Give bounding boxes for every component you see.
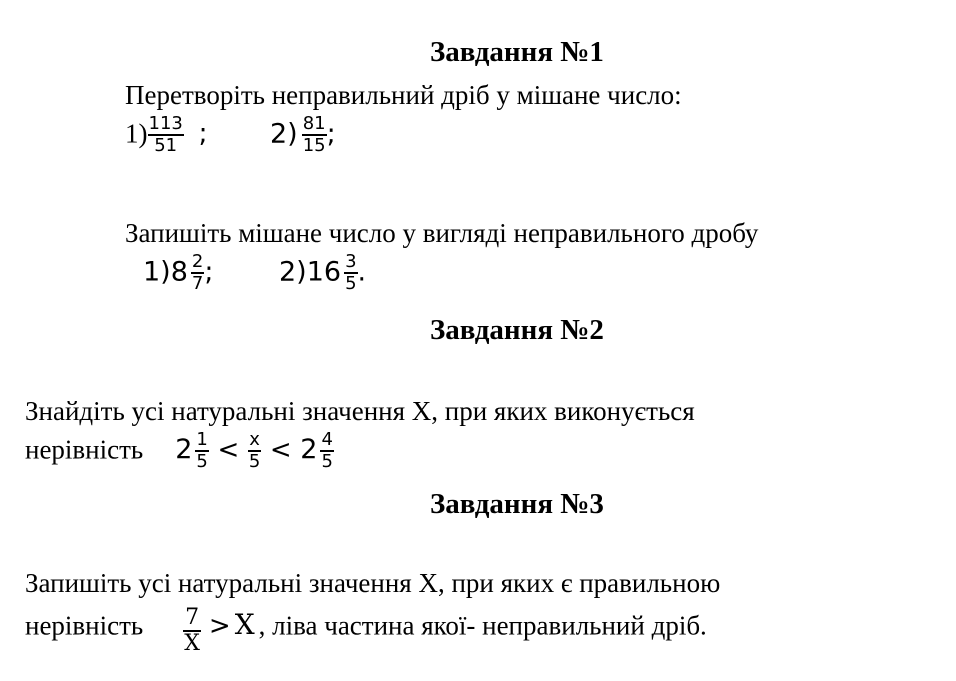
- item-suffix: ;: [198, 118, 208, 150]
- fraction-denominator: 7: [191, 272, 204, 294]
- item-suffix: ;: [204, 256, 214, 288]
- task2-label: нерівність: [25, 434, 144, 465]
- item-prefix: 2): [270, 118, 298, 150]
- fraction: [344, 252, 357, 294]
- fraction-denominator: X: [184, 630, 200, 656]
- fraction: [191, 252, 204, 294]
- item-prefix: 2): [279, 256, 307, 288]
- fraction-numerator: 3: [345, 251, 357, 272]
- greater-than-sign: >: [208, 611, 231, 642]
- task3-heading: Завдання №3: [430, 488, 604, 520]
- fraction: [183, 606, 201, 656]
- fraction: [148, 114, 184, 156]
- fraction-denominator: 5: [248, 450, 261, 472]
- task3-inequality: [183, 605, 258, 656]
- mixed-whole: 16: [306, 256, 342, 288]
- task3-line1: Запишіть усі натуральні значення Х, при яких є правильною: [25, 568, 721, 598]
- fraction-denominator: 51: [154, 134, 178, 156]
- mixed-whole: 8: [170, 256, 188, 288]
- left-fraction: [195, 430, 208, 472]
- fraction-numerator: 4: [321, 429, 333, 450]
- task3-label: нерівність: [25, 610, 144, 641]
- task3-line2: [25, 606, 707, 656]
- task1-instruction-a: Перетворіть неправильний дріб у мішане число:: [125, 80, 682, 110]
- right-whole: 2: [300, 434, 318, 466]
- fraction-numerator: x: [249, 429, 260, 450]
- fraction-denominator: 5: [321, 450, 333, 472]
- item-prefix: 1): [125, 118, 148, 149]
- fraction-numerator: 81: [302, 113, 326, 134]
- less-than-sign: <: [269, 435, 292, 466]
- task2-line2: [25, 430, 334, 472]
- item-suffix: .: [357, 256, 367, 288]
- task3-tail: , ліва частина якої- неправильний дріб.: [258, 610, 707, 641]
- task1-item-b1: [143, 252, 213, 294]
- task1-item-b2: [279, 252, 366, 294]
- item-prefix: 1): [143, 256, 171, 288]
- fraction: [302, 114, 327, 156]
- task1-instruction-b: Запишіть мішане число у вигляді неправильного дробу: [125, 218, 759, 248]
- fraction-denominator: 5: [345, 272, 357, 294]
- fraction-numerator: 7: [185, 605, 200, 630]
- task1-item-a2: [270, 114, 336, 156]
- fraction-numerator: 113: [148, 113, 183, 134]
- task2-inequality: [175, 429, 334, 472]
- task1-item-a1: [125, 114, 208, 156]
- fraction-denominator: 5: [196, 450, 208, 472]
- right-fraction: [320, 430, 333, 472]
- less-than-sign: <: [217, 435, 240, 466]
- task2-line1: Знайдіть усі натуральні значення Х, при яких виконується: [25, 396, 695, 426]
- fraction-numerator: 1: [196, 429, 208, 450]
- middle-fraction: [248, 430, 261, 472]
- rhs-variable: X: [234, 608, 255, 642]
- fraction-numerator: 2: [191, 251, 204, 272]
- fraction-denominator: 15: [302, 134, 326, 156]
- left-whole: 2: [175, 434, 193, 466]
- task1-heading: Завдання №1: [430, 36, 604, 68]
- task2-heading: Завдання №2: [430, 314, 604, 346]
- item-suffix: ;: [326, 118, 336, 150]
